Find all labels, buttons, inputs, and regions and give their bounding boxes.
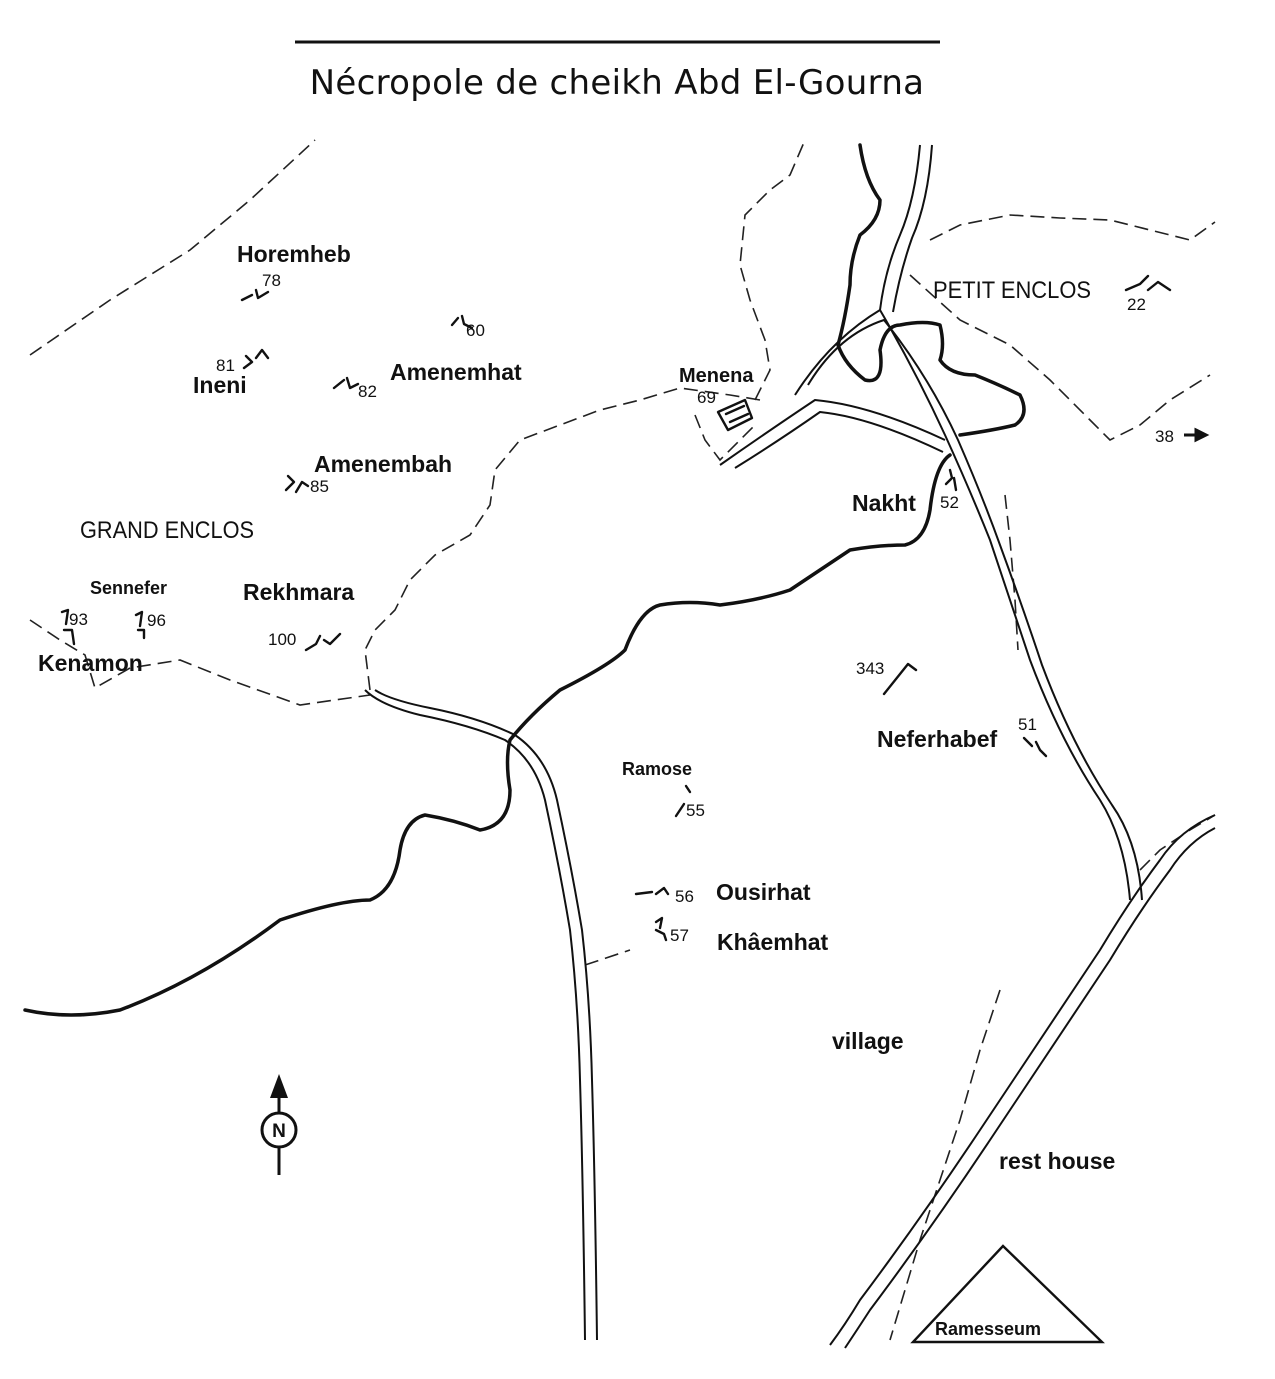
tomb-78-number: 78 <box>262 271 281 290</box>
tomb-horemheb <box>237 241 351 300</box>
tomb-81-icon <box>244 350 268 368</box>
tomb-22-icon <box>1126 276 1170 290</box>
tomb-69-icon <box>718 400 752 430</box>
tomb-82-icon <box>334 378 358 388</box>
menena-label: Menena <box>679 365 754 387</box>
tomb-69-number: 69 <box>697 388 716 407</box>
tomb-ineni <box>193 350 268 398</box>
wadi-line <box>25 145 1024 1015</box>
tomb-52-icon <box>946 470 956 490</box>
horemheb-label: Horemheb <box>237 241 351 267</box>
tomb-51-icon <box>1024 738 1046 756</box>
tomb-85-icon <box>286 476 308 492</box>
kenamon-label: Kenamon <box>38 650 143 676</box>
tomb-93-number: 93 <box>69 610 88 629</box>
neferhabef-label: Neferhabef <box>877 726 998 752</box>
tomb-52-number: 52 <box>940 493 959 512</box>
tomb-51-number: 51 <box>1018 715 1037 734</box>
ousirhat-label: Ousirhat <box>716 879 811 905</box>
tomb-khaemhat <box>656 918 829 955</box>
tomb-56-number: 56 <box>675 887 694 906</box>
nakht-label: Nakht <box>852 490 916 516</box>
tomb-343 <box>856 659 916 694</box>
tomb-343-number: 343 <box>856 659 885 678</box>
tomb-55-number: 55 <box>686 801 705 820</box>
tomb-ramose <box>622 759 705 820</box>
tomb-96-icon <box>136 612 144 638</box>
rekhmara-label: Rekhmara <box>243 579 355 605</box>
tomb-82-number: 82 <box>358 382 377 401</box>
tomb-85-number: 85 <box>310 477 329 496</box>
map-title: Nécropole de cheikh Abd El-Gourna <box>309 63 925 103</box>
tomb-22 <box>1126 276 1170 314</box>
khaemhat-label: Khâemhat <box>717 929 829 955</box>
compass-north-letter: N <box>272 1121 286 1142</box>
tomb-amenembah <box>286 451 452 496</box>
tomb-neferhabef <box>877 715 1046 756</box>
tomb-38 <box>1155 427 1206 446</box>
tomb-menena <box>679 365 754 430</box>
tomb-sennefer <box>90 578 167 638</box>
tomb-ousirhat <box>636 879 811 906</box>
tomb-96-number: 96 <box>147 611 166 630</box>
rest-house-label: rest house <box>999 1148 1116 1174</box>
sennefer-label: Sennefer <box>90 578 168 598</box>
tomb-nakht <box>852 470 959 516</box>
right-arrow-icon <box>1184 430 1206 440</box>
village-label: village <box>832 1028 904 1054</box>
tomb-343-icon <box>884 664 916 694</box>
ineni-label: Ineni <box>193 372 247 398</box>
grand-enclos-label: GRAND ENCLOS <box>80 517 254 544</box>
amenemhat-label: Amenemhat <box>390 359 522 385</box>
tomb-56-icon <box>636 888 668 894</box>
tomb-amenemhat <box>334 359 522 401</box>
ramose-label: Ramose <box>622 759 693 779</box>
tomb-100-number: 100 <box>268 630 297 649</box>
tomb-93 <box>62 610 88 644</box>
tomb-38-number: 38 <box>1155 427 1174 446</box>
tomb-60 <box>452 316 485 340</box>
ramesseum-marker <box>913 1246 1102 1342</box>
tomb-60-number: 60 <box>466 321 485 340</box>
tomb-78-icon <box>242 290 268 300</box>
tomb-22-number: 22 <box>1127 295 1146 314</box>
north-arrow-icon <box>262 1074 296 1175</box>
tomb-100-icon <box>306 634 340 650</box>
ramesseum-label: Ramesseum <box>935 1319 1042 1339</box>
tomb-57-number: 57 <box>670 926 689 945</box>
tomb-rekhmara <box>243 579 354 650</box>
tomb-81-number: 81 <box>216 356 235 375</box>
petit-enclos-label: PETIT ENCLOS <box>933 277 1091 304</box>
amenembah-label: Amenembah <box>314 451 453 477</box>
tomb-57-icon <box>656 918 666 940</box>
